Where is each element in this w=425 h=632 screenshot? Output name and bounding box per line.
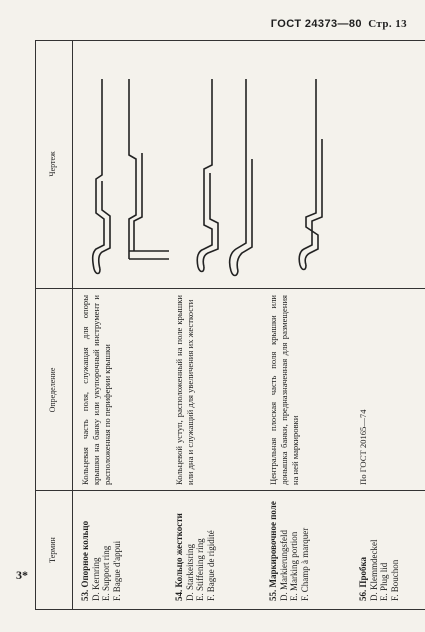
column-header-definition: Определение xyxy=(48,367,57,413)
term-name: Пробка xyxy=(358,556,368,588)
translation-fr: F. Bague de rigidité xyxy=(205,530,216,601)
table-row-term xyxy=(268,491,310,601)
translation-de: D. Kernring xyxy=(90,557,101,601)
standard-number: ГОСТ 24373—80 xyxy=(270,18,362,30)
drawing-marking-portion xyxy=(286,44,346,279)
table-header xyxy=(36,41,73,609)
term-name: Кольцо жесткости xyxy=(174,513,184,588)
column-divider xyxy=(36,288,425,289)
translation-de: D. Klemmdeckel xyxy=(368,539,379,601)
term-number: 55. xyxy=(268,589,278,601)
page-header xyxy=(271,18,407,30)
table-row-definition: Кольцевой уступ, расположенный на поле крышки или дна и служащий для увеличения их жесткости xyxy=(174,295,195,485)
drawing-support-ring xyxy=(74,44,179,279)
translation-en: E. Stiffening ring xyxy=(195,538,205,601)
table-row-definition: Кольцевая часть поля, служащая для опоры крышки на банку или укупорочный инструмент и расположенная по периферии крышки xyxy=(80,295,112,485)
term-number: 53. xyxy=(80,589,90,601)
table-row-definition: Центральная плоская часть поля крышки или донышка банки, предназначенная для размещения на ней маркировки xyxy=(268,295,300,485)
terms-table xyxy=(35,40,425,610)
signature-mark: 3* xyxy=(16,568,28,582)
column-header-drawing: Чертеж xyxy=(48,151,57,177)
term-name: Опорное кольцо xyxy=(80,520,90,588)
table-row-term xyxy=(174,491,216,601)
column-header-term: Термин xyxy=(48,537,57,563)
translation-en: E. Plug lid xyxy=(379,562,389,601)
page-number: Стр. 13 xyxy=(368,18,407,30)
table-row-term xyxy=(358,491,400,601)
table-row-definition: По ГОСТ 20165—74 xyxy=(358,409,368,485)
translation-de: D. Markierungsfeld xyxy=(278,530,289,601)
table-row-term xyxy=(80,491,122,601)
translation-fr: F. Bouchon xyxy=(389,559,400,601)
term-name: Маркировочное поле xyxy=(268,501,278,588)
term-number: 54. xyxy=(174,589,184,601)
translation-en: E. Support ring xyxy=(101,545,111,601)
rotated-table-page xyxy=(35,40,425,610)
term-number: 56. xyxy=(358,589,368,601)
translation-fr: F. Bague d'appui xyxy=(111,540,122,601)
translation-en: E. Marking portion xyxy=(289,531,299,601)
drawing-stiffening-ring xyxy=(186,44,281,279)
translation-de: D. Starkeitsring xyxy=(184,544,195,601)
translation-fr: F. Champ à marquer xyxy=(299,527,310,601)
